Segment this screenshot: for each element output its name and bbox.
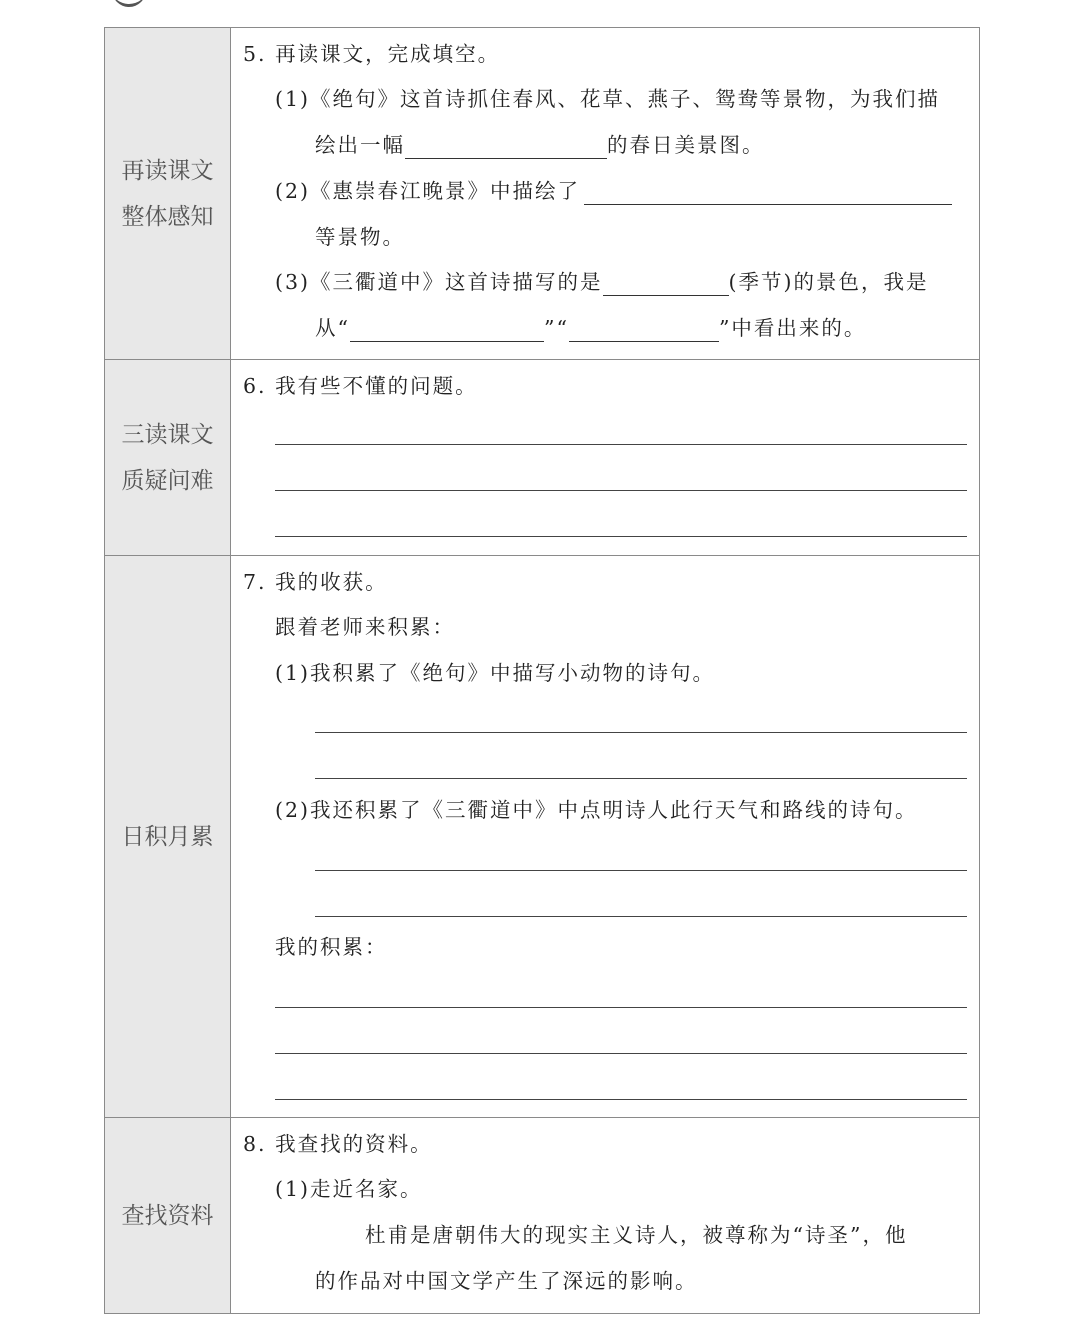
text-segment: (2)《惠崇春江晚景》中描绘了 (275, 179, 581, 203)
section-label (105, 1118, 231, 1314)
question-text (315, 131, 765, 159)
text-segment: 的春日美景图。 (607, 133, 765, 157)
question-text: (1)走近名家。 (275, 1177, 423, 1201)
question-text: (2)我还积累了《三衢道中》中点明诗人此行天气和路线的诗句。 (275, 798, 918, 822)
question-title: 7. 我的收获。 (243, 570, 388, 594)
text-segment: (季节)的景色，我是 (728, 270, 929, 294)
answer-line[interactable] (315, 870, 967, 871)
text-segment: ”“ (543, 316, 569, 340)
section-label (105, 556, 231, 1118)
answer-line[interactable] (275, 536, 967, 537)
answer-line[interactable] (275, 444, 967, 445)
section-label-line: 查找资料 (121, 1202, 214, 1229)
question-text: 我的积累： (275, 935, 388, 959)
section-questions (105, 360, 980, 556)
answer-line[interactable] (275, 1053, 967, 1054)
question-text: 等景物。 (315, 225, 405, 249)
question-text (315, 314, 866, 342)
text-segment: 绘出一幅 (315, 133, 405, 157)
section-label-line: 质疑问难 (121, 467, 214, 494)
answer-line[interactable] (315, 778, 967, 779)
section-label-line: 三读课文 (121, 421, 214, 448)
answer-line[interactable] (275, 1007, 967, 1008)
fill-blank[interactable] (405, 136, 607, 159)
fill-blank[interactable] (584, 182, 952, 205)
fill-blank[interactable] (603, 273, 729, 296)
question-title: 5. 再读课文，完成填空。 (243, 42, 501, 66)
text-segment: ”中看出来的。 (718, 316, 867, 340)
question-text: (1)《绝句》这首诗抓住春风、花草、燕子、鸳鸯等景物，为我们描 (275, 87, 941, 111)
fill-blank[interactable] (569, 319, 719, 342)
section-accumulate (105, 556, 980, 1118)
section-label-line: 整体感知 (121, 203, 214, 230)
question-title: 8. 我查找的资料。 (243, 1132, 433, 1156)
corner-decoration (112, 0, 146, 7)
question-6 (231, 360, 980, 556)
section-label-line: 再读课文 (121, 157, 214, 184)
question-5 (231, 28, 980, 360)
section-label (105, 28, 231, 360)
answer-line[interactable] (275, 490, 967, 491)
body-text: 杜甫是唐朝伟大的现实主义诗人，被尊称为“诗圣”，他 (365, 1223, 908, 1247)
question-text (275, 268, 929, 296)
answer-line[interactable] (315, 732, 967, 733)
answer-line[interactable] (315, 916, 967, 917)
section-label (105, 360, 231, 556)
text-segment: 从“ (315, 316, 350, 340)
body-text: 的作品对中国文学产生了深远的影响。 (315, 1269, 698, 1293)
question-8 (231, 1118, 980, 1314)
question-text: (1)我积累了《绝句》中描写小动物的诗句。 (275, 661, 716, 685)
question-text: 跟着老师来积累： (275, 615, 455, 639)
fill-blank[interactable] (350, 319, 544, 342)
section-reread-overall (105, 28, 980, 360)
section-label-line: 日积月累 (121, 823, 214, 850)
text-segment: (3)《三衢道中》这首诗描写的是 (275, 270, 603, 294)
question-text (275, 177, 952, 205)
question-7 (231, 556, 980, 1118)
section-research (105, 1118, 980, 1314)
answer-line[interactable] (275, 1099, 967, 1100)
worksheet-table (104, 27, 980, 1314)
question-title: 6. 我有些不懂的问题。 (243, 374, 478, 398)
